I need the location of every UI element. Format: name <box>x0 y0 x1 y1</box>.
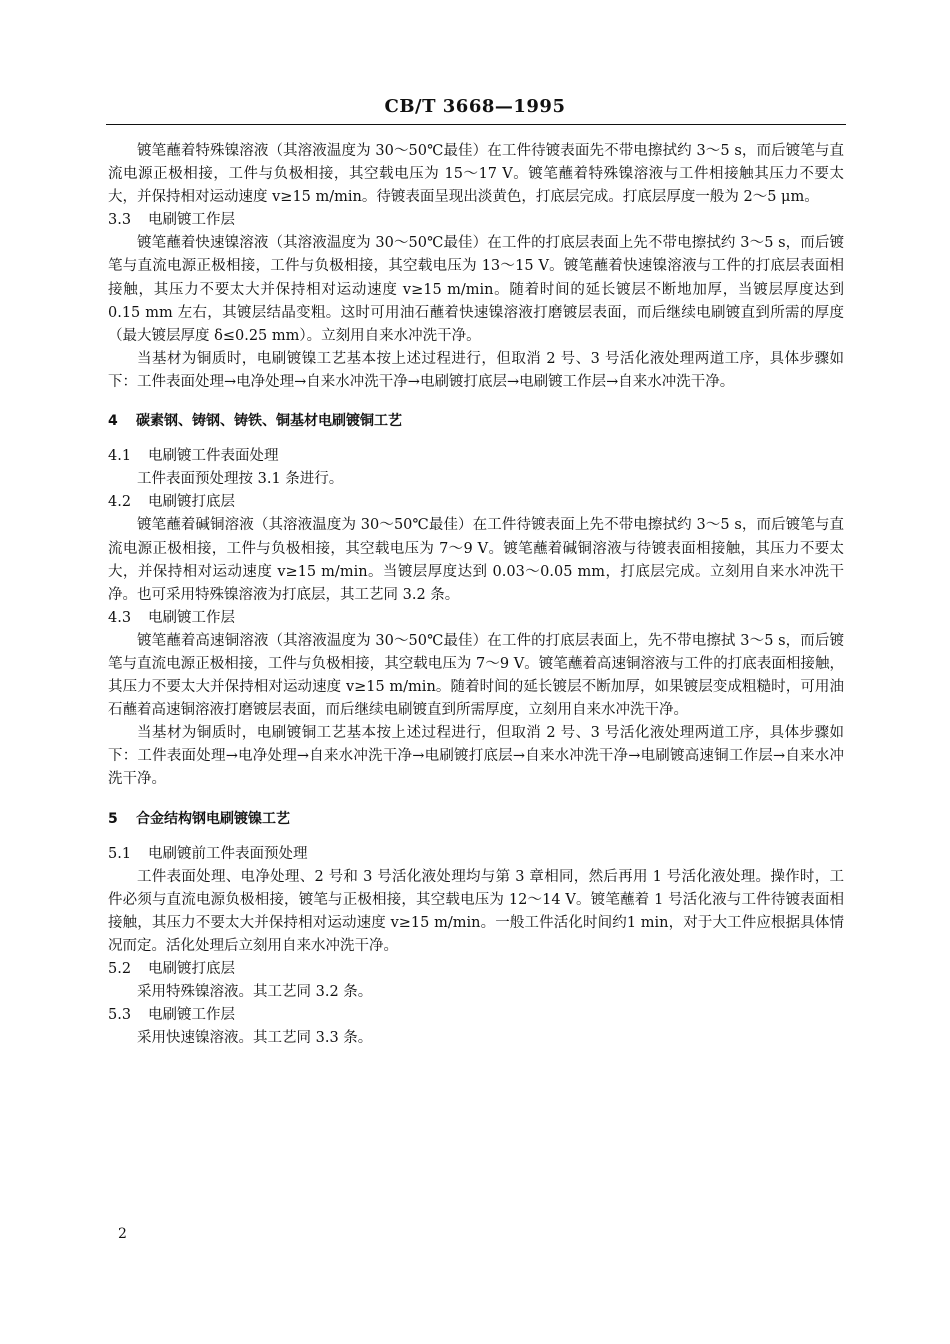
paragraph-3-3-a: 镀笔蘸着快速镍溶液（其溶液温度为 30～50℃最佳）在工件的打底层表面上先不带电擦拭约 3～5 s，而后镀笔与直流电源正极相接，工件与负极相接，其空载电压为 13～15 V。镀笔蘸着快速镍溶液与工件的打底层表面相接触，其压力不要太大并保持相对运动速度 v≥15 m/min。随着时间的延长镀层不断地加厚，当镀层厚度达到 0.15 mm 左右，其镀层结晶变粗。这时可用油石蘸着快速镍溶液打磨镀层表面，而后继续电刷镀直到所需的厚度（最大镀层厚度 δ≤0.25 mm）。立刻用自来水冲洗干净。 <box>108 235 844 344</box>
subsection-number: 4.1 <box>108 448 132 465</box>
subsection-3-3-heading <box>108 209 844 232</box>
paragraph-4-3-a: 镀笔蘸着高速铜溶液（其溶液温度为 30～50℃最佳）在工件的打底层表面上，先不带电擦拭 3～5 s，而后镀笔与直流电源正极相接，工件与负极相接，其空载电压为 7～9 V。镀笔蘸着高速铜溶液与工件的打底表面相接触，其压力不要太大并保持相对运动速度 v≥15 m/min。随着时间的延长镀层不断加厚，如果镀层变成粗糙时，可用油石蘸着高速铜溶液打磨镀层表面，而后继续电刷镀直到所需厚度，立刻用自来水冲洗干净。 <box>108 632 844 719</box>
subsection-title: 电刷镀工作层 <box>148 609 235 626</box>
subsection-number: 5.2 <box>108 961 132 978</box>
subsection-title: 电刷镀打底层 <box>148 961 235 978</box>
subsection-number: 4.2 <box>108 494 132 511</box>
paragraph-4-3-b: 当基材为铜质时，电刷镀铜工艺基本按上述过程进行，但取消 2 号、3 号活化液处理两道工序，具体步骤如下：工件表面处理→电净处理→自来水冲洗干净→电刷镀打底层→自来水冲洗干净→电刷镀高速铜工作层→自来水冲洗干净。 <box>108 725 844 788</box>
subsection-number: 5.3 <box>108 1007 132 1024</box>
subsection-title: 电刷镀打底层 <box>148 494 235 511</box>
paragraph-4-1: 工件表面预处理按 3.1 条进行。 <box>137 471 344 488</box>
subsection-4-3-heading <box>108 607 844 630</box>
section-4-heading <box>108 410 844 433</box>
paragraph-3-3-b: 当基材为铜质时，电刷镀镍工艺基本按上述过程进行，但取消 2 号、3 号活化液处理两道工序，具体步骤如下：工件表面处理→电净处理→自来水冲洗干净→电刷镀打底层→电刷镀工作层→自来水冲洗干净。 <box>108 350 844 390</box>
subsection-5-2-heading <box>108 958 844 981</box>
subsection-4-2-heading <box>108 491 844 514</box>
subsection-number: 5.1 <box>108 845 132 862</box>
paragraph-5-2: 采用特殊镍溶液。其工艺同 3.2 条。 <box>137 984 373 1001</box>
paragraph-3-2-cont: 镀笔蘸着特殊镍溶液（其溶液温度为 30～50℃最佳）在工件待镀表面先不带电擦拭约 3～5 s，而后镀笔与直流电源正极相接，工件与负极相接，其空载电压为 15～17 V。镀笔蘸着特殊镍溶液与工件相接触其压力不要太大，并保持相对运动速度 v≥15 m/min。待镀表面呈现出淡黄色，打底层完成。打底层厚度一般为 2～5 μm。 <box>108 143 844 206</box>
section-number: 5 <box>108 810 118 827</box>
paragraph-5-1: 工件表面处理、电净处理、2 号和 3 号活化液处理均与第 3 章相同，然后再用 1 号活化液处理。操作时，工件必须与直流电源负极相接，镀笔与正极相接，其空载电压为 12～14 V。镀笔蘸着 1 号活化液与工件待镀表面相接触，其压力不要太大并保持相对运动速度 v≥15 m/min。一般工件活化时间约1 min，对于大工件应根据具体情况而定。活化处理后立刻用自来水冲洗干净。 <box>108 868 844 954</box>
subsection-number: 3.3 <box>108 212 132 229</box>
section-number: 4 <box>108 413 118 430</box>
subsection-4-1-heading <box>108 445 844 468</box>
standard-header: CB/T 3668—1995 <box>384 96 566 117</box>
subsection-5-1-heading <box>108 843 844 866</box>
subsection-title: 电刷镀工件表面处理 <box>148 448 279 465</box>
section-5-heading <box>108 808 844 831</box>
document-body <box>108 140 844 1050</box>
section-title: 碳素钢、铸钢、铸铁、铜基材电刷镀铜工艺 <box>136 413 402 430</box>
subsection-title: 电刷镀工作层 <box>148 1007 235 1024</box>
page-number: 2 <box>118 1226 127 1242</box>
header-rule <box>106 124 846 125</box>
subsection-5-3-heading <box>108 1004 844 1027</box>
subsection-title: 电刷镀前工件表面预处理 <box>148 845 308 862</box>
subsection-title: 电刷镀工作层 <box>148 212 235 229</box>
paragraph-5-3: 采用快速镍溶液。其工艺同 3.3 条。 <box>137 1030 373 1047</box>
subsection-number: 4.3 <box>108 609 132 626</box>
section-title: 合金结构钢电刷镀镍工艺 <box>136 810 290 827</box>
paragraph-4-2: 镀笔蘸着碱铜溶液（其溶液温度为 30～50℃最佳）在工件待镀表面上先不带电擦拭约 3～5 s，而后镀笔与直流电源正极相接，工件与负极相接，其空载电压为 7～9 V。镀笔蘸着碱铜溶液与待镀表面相接触，其压力不要太大，并保持相对运动速度 v≥15 m/min。当镀层厚度达到 0.03～0.05 mm，打底层完成。立刻用自来水冲洗干净。也可采用特殊镍溶液为打底层，其工艺同 3.2 条。 <box>108 517 844 603</box>
